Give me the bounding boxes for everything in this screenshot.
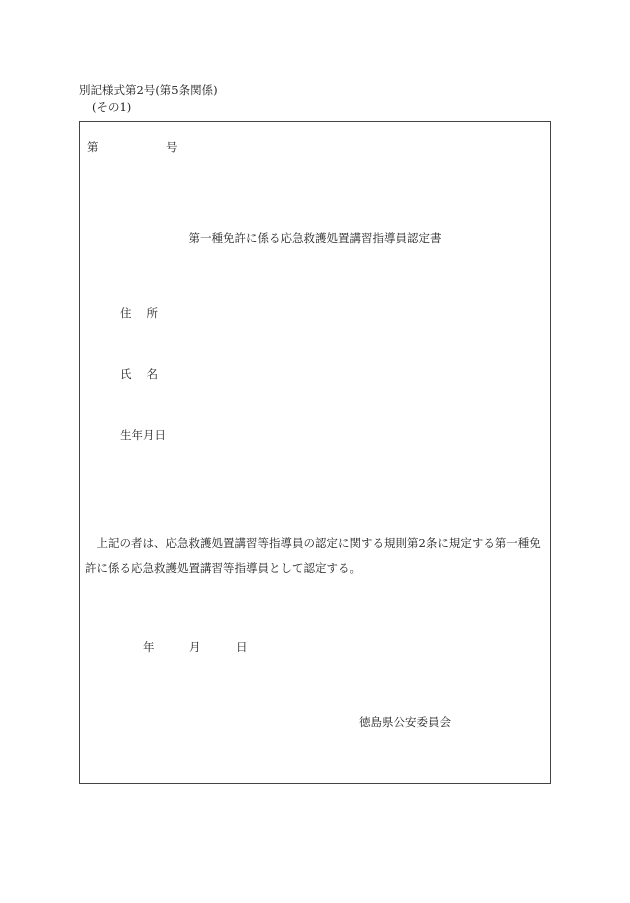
form-subnumber-label: (その1): [92, 100, 132, 114]
certificate-title: 第一種免許に係る応急救護処置講習指導員認定書: [188, 231, 442, 245]
certification-statement: 上記の者は、応急救護処置講習等指導員の認定に関する規則第2条に規定する第一種免許に係る応急救護処置講習等指導員として認定する。: [85, 536, 541, 575]
certificate-frame: [79, 121, 551, 784]
date-month-label: 月: [189, 640, 201, 654]
certificate-number-prefix: 第: [87, 140, 99, 154]
certificate-number-suffix: 号: [166, 140, 178, 154]
date-day-label: 日: [236, 640, 248, 654]
birthdate-label: 生年月日: [120, 428, 166, 442]
name-label: 氏名: [120, 367, 173, 381]
form-number-label: 別記様式第2号(第5条関係): [79, 83, 218, 97]
issuer-name: 徳島県公安委員会: [359, 715, 451, 729]
date-year-label: 年: [143, 640, 155, 654]
address-label: 住所: [120, 306, 173, 320]
